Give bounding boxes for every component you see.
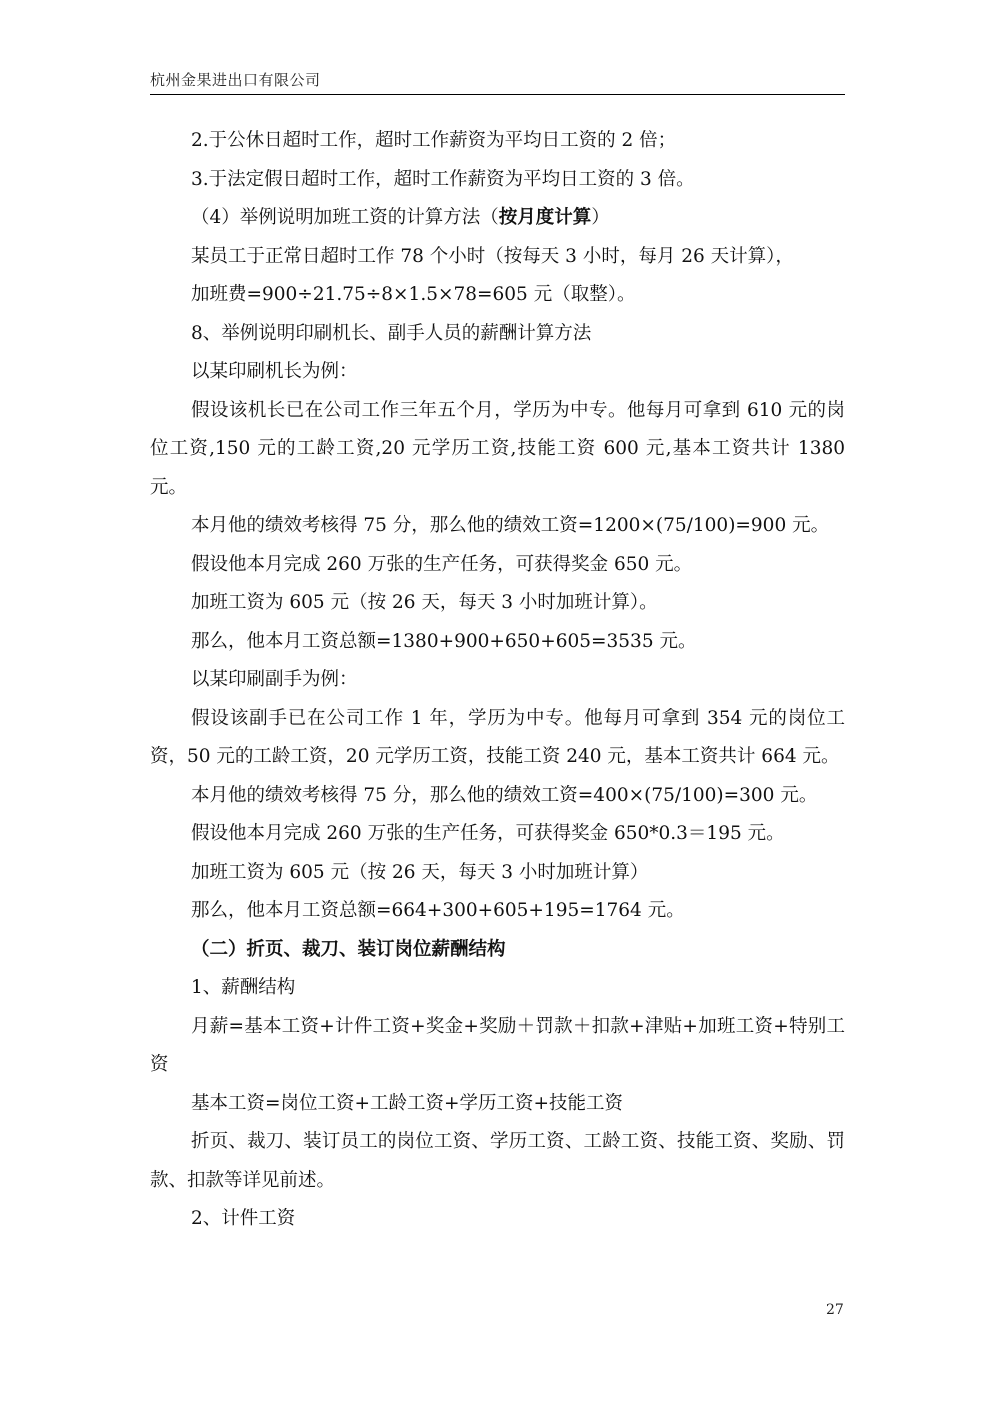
paragraph-suffix: ） xyxy=(591,207,610,228)
paragraph: 以某印刷副手为例： xyxy=(191,669,358,690)
paragraph: 2、计件工资 xyxy=(191,1208,296,1229)
paragraph: 3.于法定假日超时工作，超时工作薪资为平均日工资的 3 倍。 xyxy=(191,168,695,190)
paragraph: 加班费=900÷21.75÷8×1.5×78=605 元（取整）。 xyxy=(191,284,636,305)
paragraph: 假设该机长已在公司工作三年五个月，学历为中专。他每月可拿到 610 元的岗位工资,150 元的工龄工资,20 元学历工资,技能工资 600 元,基本工资共计 1380 元。 xyxy=(150,399,845,498)
paragraph-prefix: （4）举例说明加班工资的计算方法（ xyxy=(191,207,499,228)
paragraph: 折页、裁刀、装订员工的岗位工资、学历工资、工龄工资、技能工资、奖励、罚款、扣款等详见前述。 xyxy=(150,1131,845,1191)
section-heading: （二）折页、裁刀、装订岗位薪酬结构 xyxy=(191,938,506,960)
paragraph: 以某印刷机长为例： xyxy=(191,361,358,382)
paragraph-bold-text: 按月度计算 xyxy=(498,207,592,228)
paragraph: 假设该副手已在公司工作 1 年，学历为中专。他每月可拿到 354 元的岗位工资，50 元的工龄工资，20 元学历工资，技能工资 240 元，基本工资共计 664 元。 xyxy=(150,707,845,767)
paragraph: 那么，他本月工资总额=1380+900+650+605=3535 元。 xyxy=(191,630,697,652)
document-body xyxy=(150,122,845,1239)
paragraph: 基本工资=岗位工资+工龄工资+学历工资+技能工资 xyxy=(191,1092,624,1114)
paragraph: 那么，他本月工资总额=664+300+605+195=1764 元。 xyxy=(191,900,685,921)
paragraph: 某员工于正常日超时工作 78 个小时（按每天 3 小时，每月 26 天计算）， xyxy=(191,245,794,267)
paragraph: 假设他本月完成 260 万张的生产任务，可获得奖金 650 元。 xyxy=(191,553,693,575)
paragraph-heading-example xyxy=(150,199,845,238)
paragraph: 2.于公休日超时工作，超时工作薪资为平均日工资的 2 倍； xyxy=(191,130,677,151)
paragraph: 月薪=基本工资+计件工资+奖金+奖励＋罚款＋扣款+津贴+加班工资+特别工资 xyxy=(150,1015,845,1075)
paragraph: 1、薪酬结构 xyxy=(191,977,296,998)
paragraph: 加班工资为 605 元（按 26 天，每天 3 小时加班计算）。 xyxy=(191,592,658,613)
paragraph: 假设他本月完成 260 万张的生产任务，可获得奖金 650*0.3＝195 元。 xyxy=(191,823,785,844)
paragraph: 8、举例说明印刷机长、副手人员的薪酬计算方法 xyxy=(191,322,592,344)
page-number: 27 xyxy=(826,1302,844,1318)
paragraph: 本月他的绩效考核得 75 分，那么他的绩效工资=400×(75/100)=300 元。 xyxy=(191,784,818,806)
paragraph: 加班工资为 605 元（按 26 天，每天 3 小时加班计算） xyxy=(191,861,649,883)
paragraph: 本月他的绩效考核得 75 分，那么他的绩效工资=1200×(75/100)=900 元。 xyxy=(191,515,830,536)
company-name: 杭州金果进出口有限公司 xyxy=(150,71,321,89)
page-header xyxy=(150,68,845,95)
